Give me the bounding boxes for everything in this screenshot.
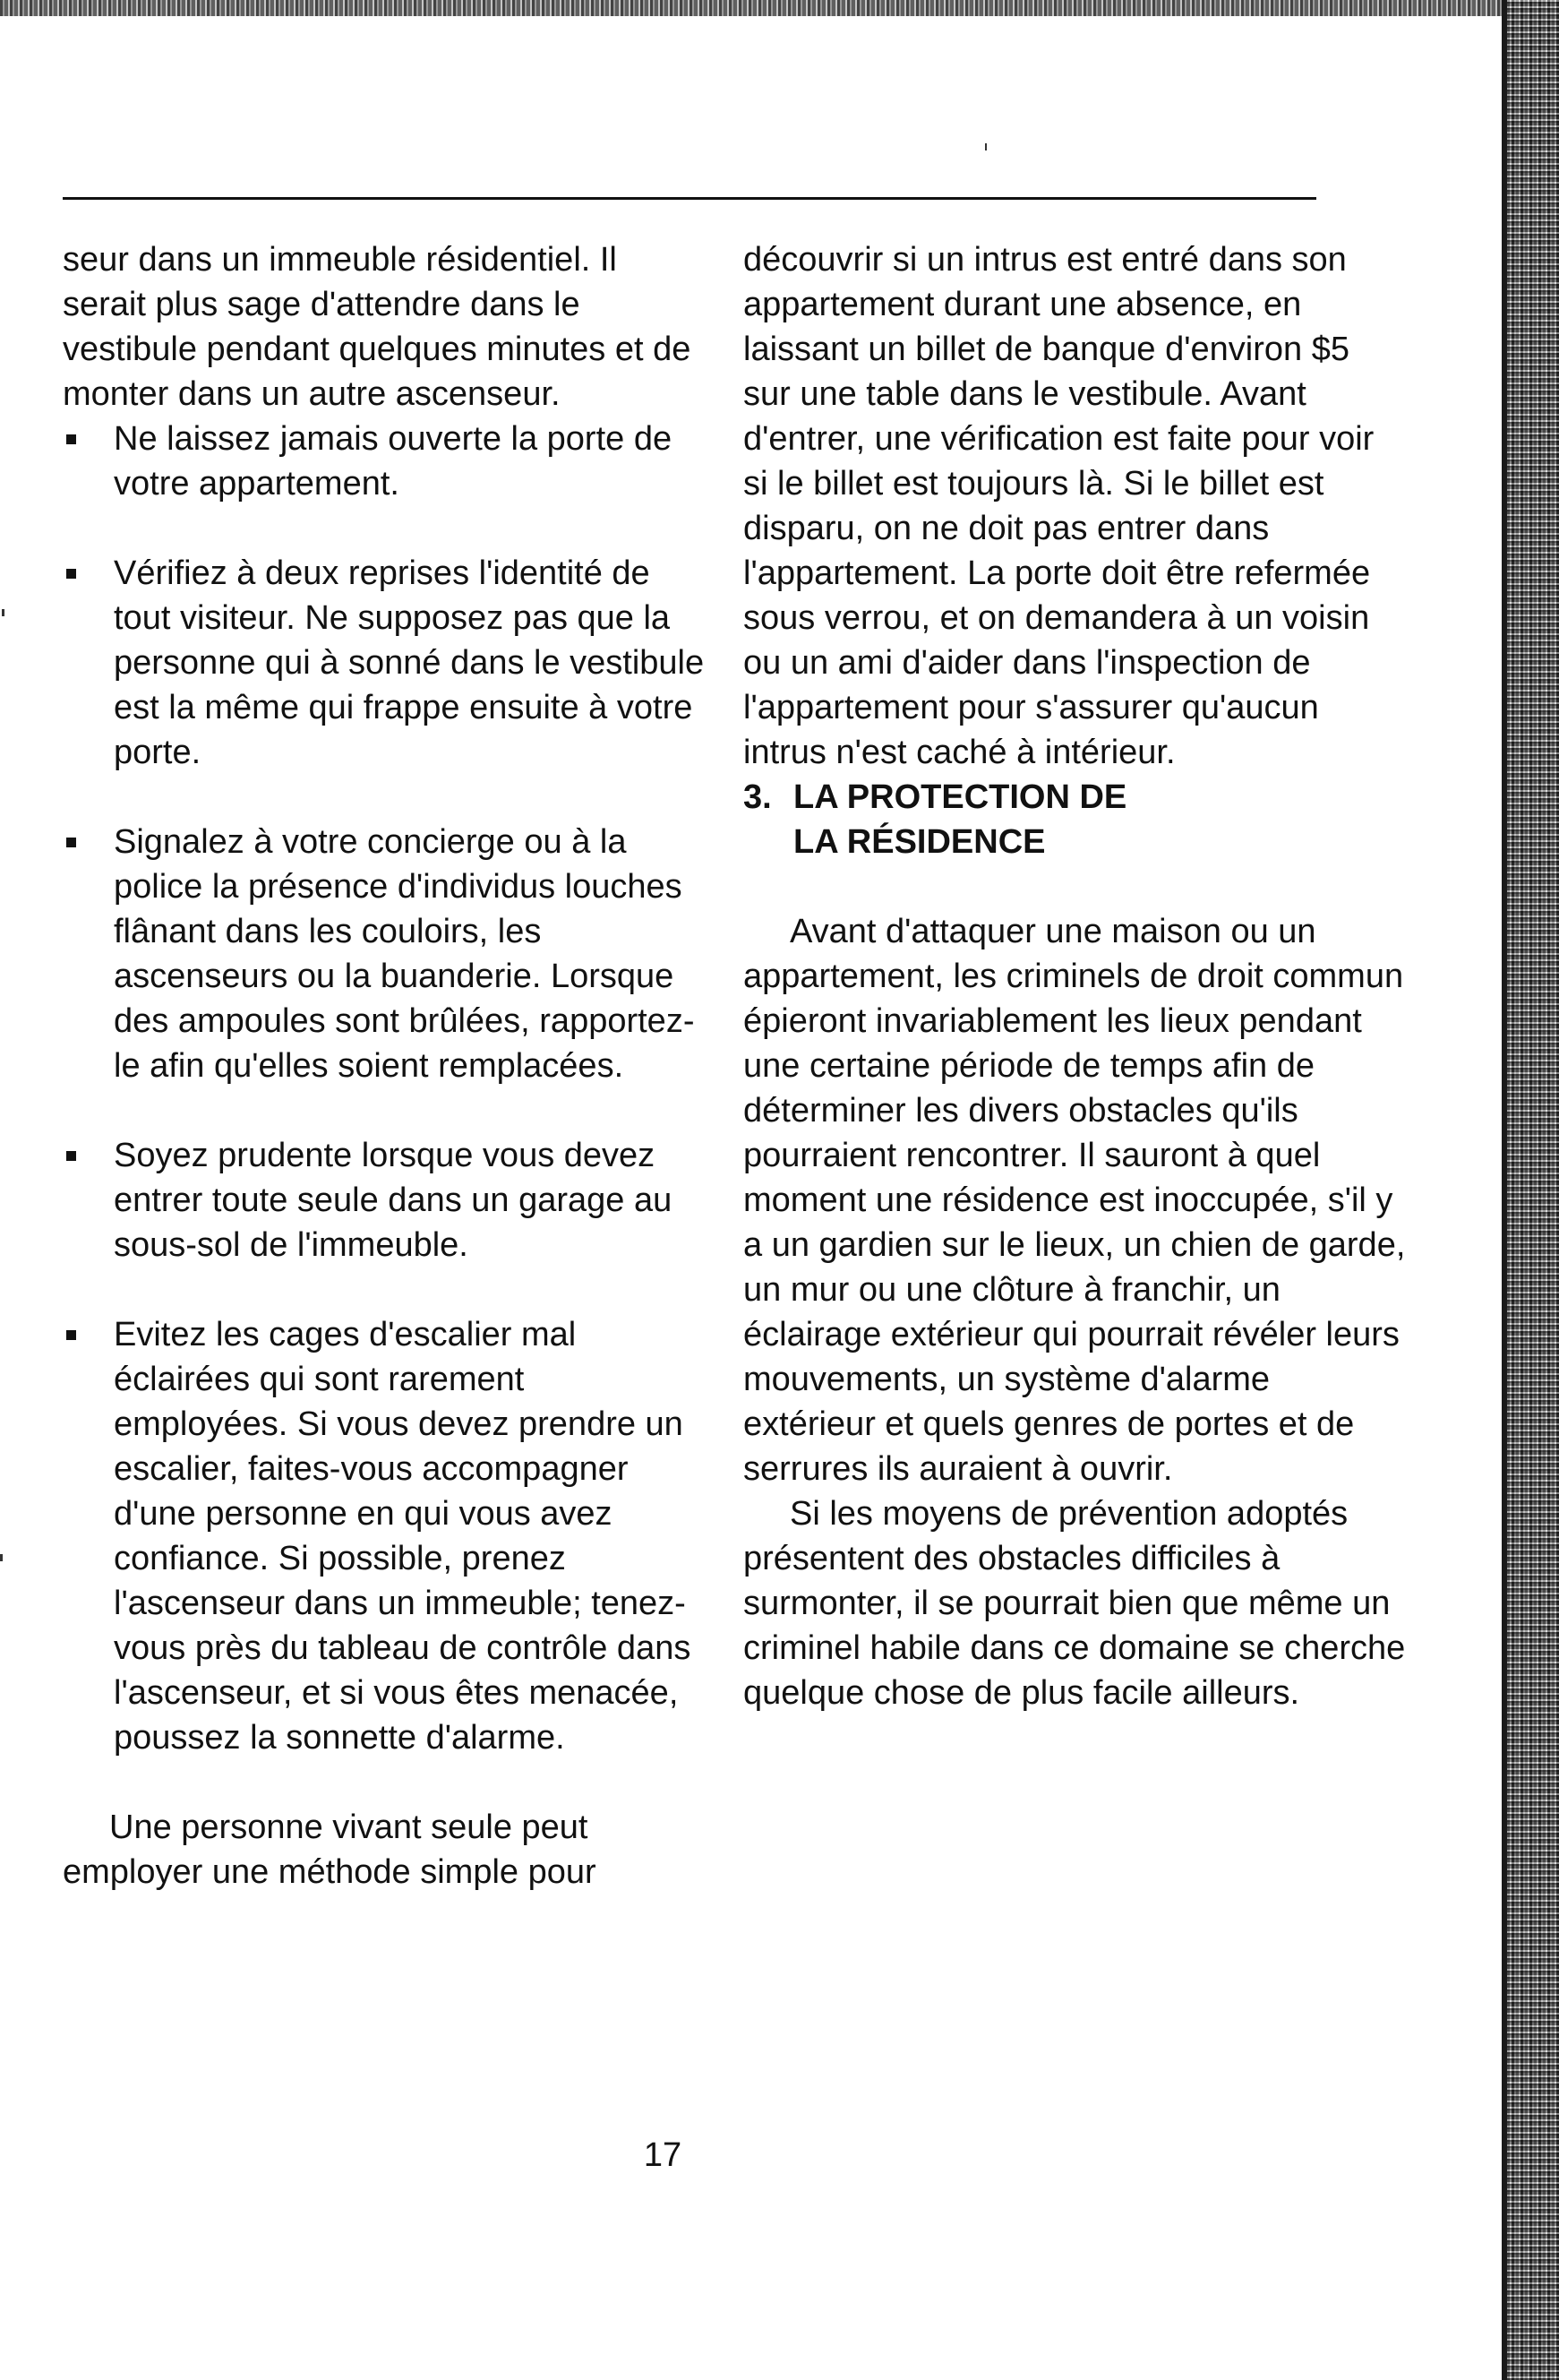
body-paragraph: Si les moyens de prévention adoptés présentent des obstacles difficiles à surmonter, il se pourrait bien que même un criminel habile dans ce domaine se cherche quelque chose de plus facile ailleurs. — [743, 1495, 1406, 1712]
section-heading — [743, 775, 1406, 864]
header-rule — [63, 197, 1316, 200]
bullet-text: Ne laissez jamais ouverte la porte de votre appartement. — [114, 420, 672, 503]
section-number: 3. — [743, 778, 772, 816]
scan-speck — [985, 143, 987, 150]
bullet-square-icon — [66, 1151, 76, 1161]
scan-speck — [0, 1554, 3, 1561]
bullet-text: Signalez à votre concierge ou à la police la présence d'individus louches flânant dans les couloirs, les ascenseurs ou la buanderie. Lorsque des ampoules sont brûlées, rapportez-le afin qu'elles soient remplacées. — [114, 823, 695, 1085]
bullet-square-icon — [66, 434, 76, 444]
bullet-item — [63, 1312, 707, 1760]
scan-border-right — [1507, 0, 1559, 2380]
bullet-square-icon — [66, 838, 76, 847]
bullet-item — [63, 551, 707, 775]
bullet-text: Evitez les cages d'escalier mal éclairées qui sont rarement employées. Si vous devez prendre un escalier, faites-vous accompagner d'une personne en qui vous avez confiance. Si possible, prenez l'ascenseur dans un immeuble; tenez-vous près du tableau de contrôle dans l'ascenseur, et si vous êtes menacée, poussez la sonnette d'alarme. — [114, 1316, 691, 1757]
bullet-item — [63, 1133, 707, 1267]
left-column — [63, 237, 707, 1895]
scan-border-top — [0, 0, 1559, 16]
bullet-text: Soyez prudente lorsque vous devez entrer toute seule dans un garage au sous-sol de l'immeuble. — [114, 1137, 672, 1264]
left-continuation-text: seur dans un immeuble résidentiel. Il serait plus sage d'attendre dans le vestibule pendant quelques minutes et de monter dans un autre ascenseur. — [63, 241, 691, 413]
body-paragraph: Avant d'attaquer une maison ou un appartement, les criminels de droit commun épieront invariablement les lieux pendant une certaine période de temps afin de déterminer les divers obstacles qu'ils pourraient rencontrer. Il sauront à quel moment une résidence est inoccupée, s'il y a un gardien sur le lieux, un chien de garde, un mur ou une clôture à franchir, un éclairage extérieur qui pourrait révéler leurs mouvements, un système d'alarme extérieur et quels genres de portes et de serrures ils auraient à ouvrir. — [743, 913, 1406, 1488]
right-continuation-text: découvrir si un intrus est entré dans son appartement durant une absence, en laissant un billet de banque d'environ $5 sur une table dans le vestibule. Avant d'entrer, une vérification est faite pour voir si le billet est toujours là. Si le billet est disparu, on ne doit pas entrer dans l'appartement. La porte doit être refermée sous verrou, et on demandera à un voisin ou un ami d'aider dans l'inspection de l'appartement pour s'assurer qu'aucun intrus n'est caché à intérieur. — [743, 241, 1375, 771]
section-title-line1: LA PROTECTION DE — [793, 778, 1127, 816]
bullet-item — [63, 820, 707, 1088]
section-title-line2: LA RÉSIDENCE — [793, 823, 1046, 861]
bullet-square-icon — [66, 1330, 76, 1340]
page-number: 17 — [643, 2136, 682, 2174]
right-column — [743, 237, 1406, 1715]
bullet-item — [63, 417, 707, 506]
bullet-square-icon — [66, 569, 76, 579]
scan-speck — [2, 609, 4, 616]
closing-paragraph: Une personne vivant seule peut employer une méthode simple pour — [63, 1809, 596, 1891]
bullet-text: Vérifiez à deux reprises l'identité de tout visiteur. Ne supposez pas que la personne qui à sonné dans le vestibule est la même qui frappe ensuite à votre porte. — [114, 554, 705, 771]
